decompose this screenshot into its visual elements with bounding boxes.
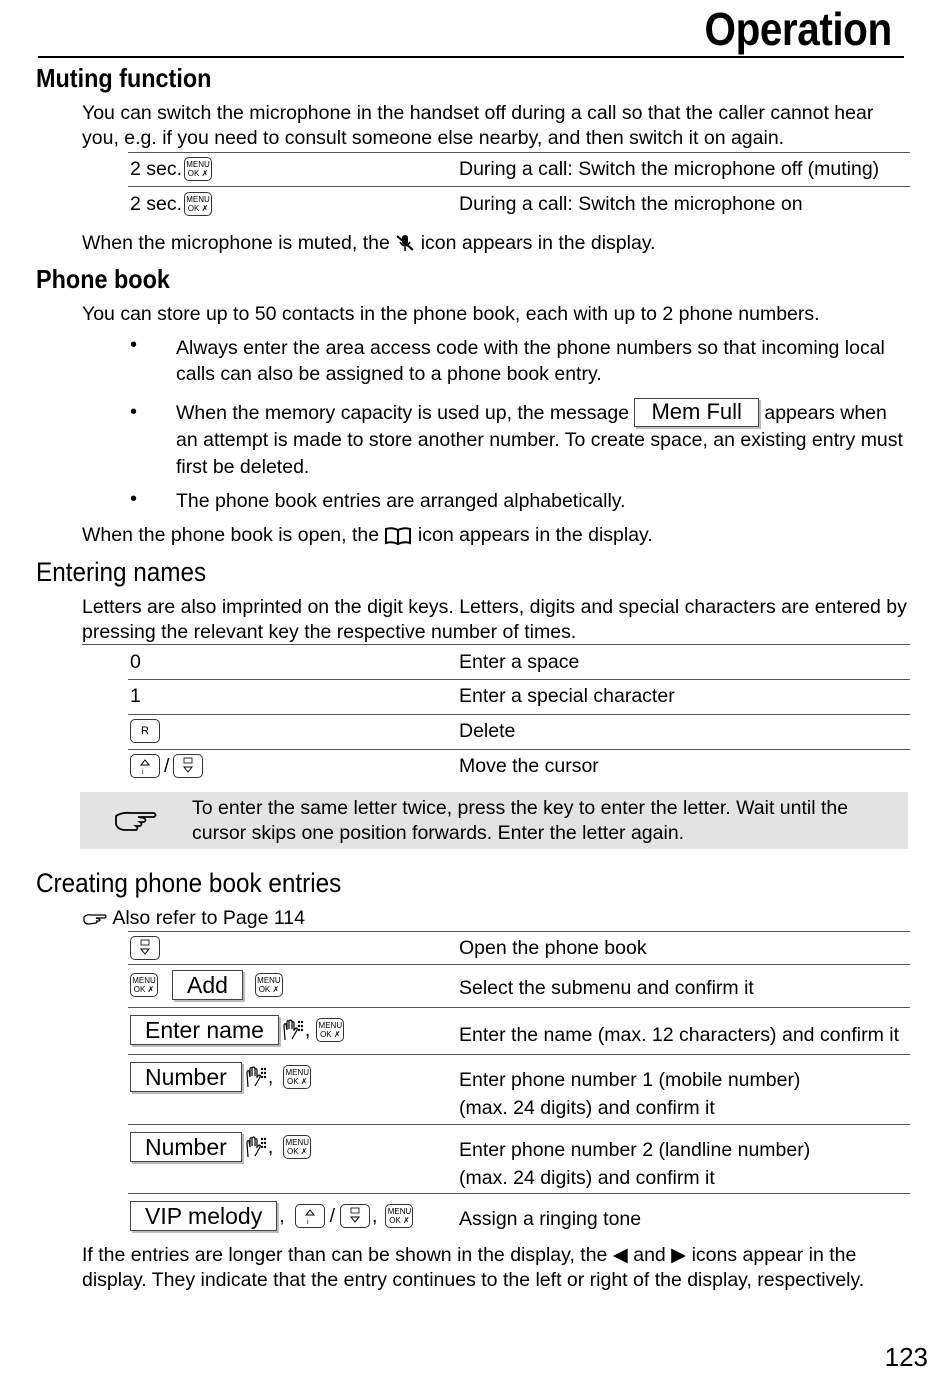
table-rule	[128, 964, 910, 965]
number-display: Number	[130, 1132, 242, 1162]
bullet-dot: •	[130, 401, 138, 423]
row-description: Open the phone book	[459, 937, 647, 959]
separator-slash: /	[329, 1205, 336, 1227]
menu-ok-key-icon: MENU OK ✗	[385, 1204, 413, 1228]
keypad-input-icon	[244, 1065, 266, 1089]
table-rule	[128, 1124, 910, 1125]
r-key-icon: R	[130, 719, 160, 743]
key-0-label: 0	[130, 651, 141, 673]
menu-ok-key-icon: MENU OK ✗	[283, 1065, 311, 1089]
menu-ok-key-icon: MENU OK ✗	[283, 1135, 311, 1159]
key-1-label: 1	[130, 685, 141, 707]
comma-separator: ,	[372, 1205, 378, 1227]
keypad-input-icon	[281, 1018, 303, 1042]
table-rule	[128, 1193, 910, 1194]
phonebook-note: When the phone book is open, the icon appears in the display.	[82, 524, 653, 546]
phonebook-icon	[384, 526, 412, 546]
table-row	[128, 192, 910, 220]
comma-separator: ,	[267, 1066, 274, 1088]
up-key-icon	[295, 1204, 325, 1228]
table-row	[128, 1201, 910, 1235]
heading-phone-book: Phone book	[36, 264, 170, 294]
row-description: Enter the name (max. 12 characters) and confirm it	[459, 1024, 900, 1046]
row-description: Enter a space	[459, 651, 580, 673]
menu-ok-key-icon: MENU OK ✗	[255, 973, 283, 997]
heading-muting-function: Muting function	[36, 63, 212, 93]
duration-label: 2 sec.	[130, 193, 183, 215]
svg-text:i: i	[142, 769, 144, 776]
table-row	[128, 1015, 910, 1049]
menu-ok-key-icon: MENU OK ✗	[316, 1018, 344, 1042]
table-rule	[128, 931, 910, 932]
row-description: Select the submenu and confirm it	[459, 977, 754, 999]
number-display: Number	[130, 1062, 242, 1092]
bullet-dot: •	[130, 334, 138, 356]
table-rule	[128, 1054, 910, 1055]
muting-intro: You can switch the microphone in the handset off during a call so that the caller cannot hear you, e.g. if you need to consult someone else nearby, and then switch it on again.	[82, 102, 874, 149]
up-key-icon	[130, 754, 160, 778]
table-rule	[128, 186, 910, 187]
down-key-icon	[340, 1204, 370, 1228]
table-row	[128, 157, 910, 185]
row-description: During a call: Switch the microphone off (muting)	[459, 158, 880, 180]
muting-note: When the microphone is muted, the icon appears in the display.	[82, 232, 656, 254]
down-key-icon	[130, 936, 160, 960]
row-description: Assign a ringing tone	[459, 1208, 642, 1230]
vip-melody-display: VIP melody	[130, 1201, 277, 1231]
menu-ok-key-icon: MENU OK ✗	[184, 157, 212, 181]
row-description: Enter a special character	[459, 685, 675, 707]
table-row	[128, 1132, 910, 1192]
tip-text: To enter the same letter twice, press the key to enter the letter. Wait until the cursor skips one position forwards. Enter the letter again.	[192, 797, 849, 844]
heading-entering-names: Entering names	[36, 557, 207, 587]
creating-outro: If the entries are longer than can be shown in the display, the ◀ and ▶ icons appear in the display. They indicate that the entry continues to the left or right of the display, respectively.	[82, 1244, 865, 1291]
table-rule	[128, 152, 910, 153]
page-reference: Also refer to Page 114	[82, 906, 912, 931]
bullet-dot: •	[130, 488, 138, 510]
comma-separator: ,	[279, 1205, 285, 1227]
comma-separator: ,	[304, 1019, 311, 1041]
table-rule	[128, 1007, 910, 1008]
row-description: Enter phone number 2 (landline number)	[459, 1139, 811, 1161]
table-row	[128, 936, 910, 964]
table-rule	[128, 749, 910, 750]
comma-separator: ,	[267, 1136, 274, 1158]
phonebook-intro: You can store up to 50 contacts in the phone book, each with up to 2 phone numbers.	[82, 303, 820, 325]
entering-intro: Letters are also imprinted on the digit keys. Letters, digits and special characters are entered by pressing the relevant key the respective number of times.	[82, 596, 907, 643]
separator-slash: /	[164, 755, 170, 777]
svg-text:i: i	[306, 1219, 309, 1226]
add-display: Add	[172, 970, 243, 1000]
row-description: Delete	[459, 720, 516, 742]
row-description: Move the cursor	[459, 755, 599, 777]
table-rule	[128, 679, 910, 680]
page-number: 123	[884, 1342, 928, 1372]
bullet-area-code: Always enter the area access code with the phone numbers so that incoming local calls can also be assigned to a phone book entry.	[176, 337, 885, 385]
row-description-cont: (max. 24 digits) and confirm it	[459, 1167, 715, 1189]
enter-name-display: Enter name	[130, 1015, 279, 1045]
duration-label: 2 sec.	[130, 158, 183, 180]
pointing-hand-icon	[82, 911, 108, 927]
row-description: During a call: Switch the microphone on	[459, 193, 803, 215]
row-description: Enter phone number 1 (mobile number)	[459, 1069, 801, 1091]
table-row	[128, 1062, 910, 1122]
row-description-cont: (max. 24 digits) and confirm it	[459, 1097, 715, 1119]
menu-ok-key-icon: MENU OK ✗	[130, 973, 158, 997]
page-header-title: Operation	[704, 3, 892, 55]
table-rule	[82, 644, 910, 645]
bullet-memory-full: When the memory capacity is used up, the message Mem Full appears when an attempt is made to store another number. To create space, an existing entry must first be deleted.	[176, 399, 903, 478]
header-rule	[38, 56, 904, 58]
mute-microphone-icon	[395, 233, 415, 255]
keypad-input-icon	[244, 1135, 266, 1159]
table-row	[128, 970, 910, 1004]
tip-box	[80, 792, 908, 849]
table-rule	[128, 714, 910, 715]
down-key-icon	[173, 754, 203, 778]
mem-full-display: Mem Full	[634, 398, 758, 427]
menu-ok-key-icon: MENU OK ✗	[184, 192, 212, 216]
pointing-hand-icon	[112, 806, 160, 836]
bullet-alphabetical: The phone book entries are arranged alphabetically.	[176, 490, 626, 512]
heading-creating-entries: Creating phone book entries	[36, 868, 342, 898]
